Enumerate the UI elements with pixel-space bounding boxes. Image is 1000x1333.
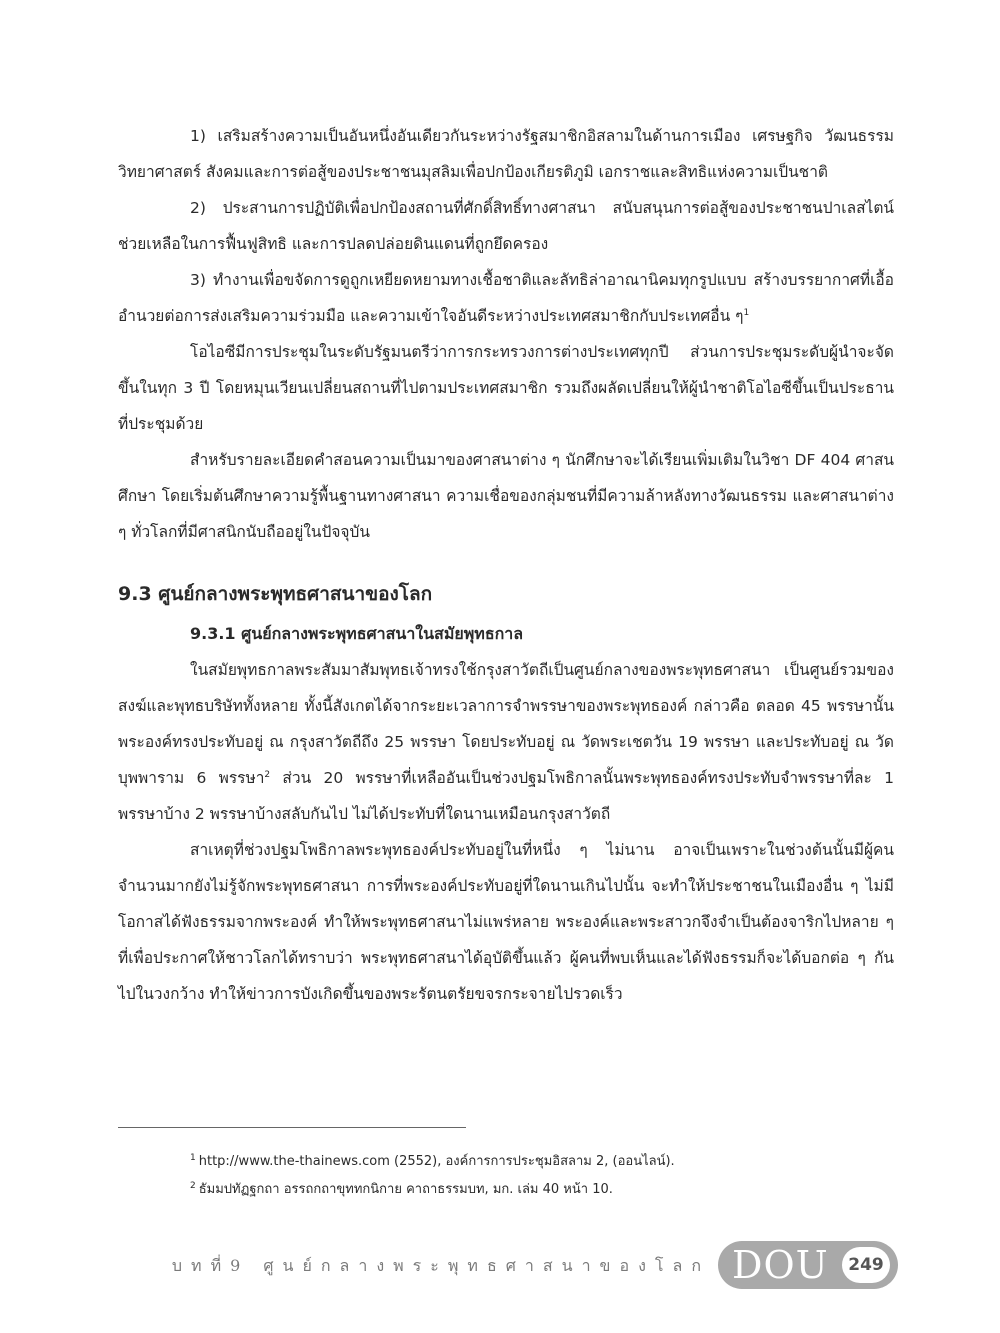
paragraph-savatthi-center: ในสมัยพุทธกาลพระสัมมาสัมพุทธเจ้าทรงใช้กรุงสาวัตถีเป็นศูนย์กลางของพระพุทธศาสนา เป็นศูนย์รวมของสงฆ์และพุทธบริษัททั้งหลาย ทั้งนี้สังเกตได้จากระยะเวลาการจำพรรษาของพระพุทธองค์ กล่าวคือ ตลอด 45 พรรษานั้นพระองค์ทรงประทับอยู่ ณ กรุงสาวัตถีถึง 25 พรรษา โดยประทับอยู่ ณ วัดพระเชตวัน 19 พรรษา และประทับอยู่ ณ วัดบุพพาราม 6 พรรษา$^2$ ส่วน 20 พรรษาที่เหลืออันเป็นช่วงปฐมโพธิกาลนั้นพระพุทธองค์ทรงประทับจำพรรษาที่ละ 1 พรรษาบ้าง 2 พรรษาบ้างสลับกันไป ไม่ได้ประทับที่ใดนานเหมือนกรุงสาวัตถี <box>118 661 895 823</box>
footnote-ref-2[interactable]: 2 <box>264 769 271 780</box>
section-spacer <box>118 550 894 568</box>
paragraph-religions-study: สำหรับรายละเอียดคำสอนความเป็นมาของศาสนาต่าง ๆ นักศึกษาจะได้เรียนเพิ่มเติมในวิชา DF 404 ศาสนศึกษา โดยเริ่มต้นศึกษาความรู้พื้นฐานทางศาสนา ความเชื่อของกลุ่มชนที่มีความล้าหลังทางวัฒนธรรม และศาสนาต่าง ๆ ทั่วโลกที่มีศาสนิกนับถืออยู่ในปัจจุบัน <box>118 451 894 541</box>
page-number: 249 <box>842 1247 890 1283</box>
paragraph-objective-1: 1) เสริมสร้างความเป็นอันหนึ่งอันเดียวกันระหว่างรัฐสมาชิกอิสลามในด้านการเมือง เศรษฐกิจ วัฒนธรรม วิทยาศาสตร์ สังคมและการต่อสู้ของประชาชนมุสลิมเพื่อปกป้องเกียรติภูมิ เอกราชและสิทธิแห่งความเป็นชาติ <box>118 127 894 181</box>
section-heading: 9.3 ศูนย์กลางพระพุทธศาสนาของโลก <box>118 583 433 605</box>
page-footer <box>0 1241 1000 1291</box>
footnotes <box>190 1148 890 1204</box>
dou-logo: DOU <box>732 1243 829 1287</box>
subsection-heading: 9.3.1 ศูนย์กลางพระพุทธศาสนาในสมัยพุทธกาล <box>190 624 524 643</box>
footnote-number: 2 <box>190 1180 196 1191</box>
footnote-number: 1 <box>190 1152 196 1163</box>
paragraph-objective-3: 3) ทำงานเพื่อขจัดการดูถูกเหยียดหยามทางเชื้อชาติและลัทธิล่าอาณานิคมทุกรูปแบบ สร้างบรรยากาศที่เอื้ออำนวยต่อการส่งเสริมความร่วมมือ และความเข้าใจอันดีระหว่างประเทศสมาชิกกับประเทศอื่น ๆ$^1$ <box>118 271 894 325</box>
paragraph-oic-meetings: โอไอซีมีการประชุมในระดับรัฐมนตรีว่าการกระทรวงการต่างประเทศทุกปี ส่วนการประชุมระดับผู้นำจะจัดขึ้นในทุก 3 ปี โดยหมุนเวียนเปลี่ยนสถานที่ไปตามประเทศสมาชิก รวมถึงผลัดเปลี่ยนให้ผู้นำชาติโอไอซีขึ้นเป็นประธานที่ประชุมด้วย <box>118 343 894 433</box>
footnote-item: $^2$ ธัมมปทัฏฐกถา อรรถกถาขุททกนิกาย คาถาธรรมบท, มก. เล่ม 40 หน้า 10. <box>190 1180 613 1197</box>
footnote-ref-1[interactable]: 1 <box>743 307 750 318</box>
paragraph-early-period-reason: สาเหตุที่ช่วงปฐมโพธิกาลพระพุทธองค์ประทับอยู่ในที่หนึ่ง ๆ ไม่นาน อาจเป็นเพราะในช่วงต้นนั้นมีผู้คนจำนวนมากยังไม่รู้จักพระพุทธศาสนา การที่พระองค์ประทับอยู่ที่ใดนานเกินไปนั้น จะทำให้ประชาชนในเมืองอื่น ๆ ไม่มีโอกาสได้ฟังธรรมจากพระองค์ ทำให้พระพุทธศาสนาไม่แพร่หลาย พระองค์และพระสาวกจึงจำเป็นต้องจาริกไปหลาย ๆ ที่เพื่อประกาศให้ชาวโลกได้ทราบว่า พระพุทธศาสนาได้อุบัติขึ้นแล้ว ผู้คนที่พบเห็นและได้ฟังธรรมก็จะได้บอกต่อ ๆ กันไปในวงกว้าง ทำให้ข่าวการบังเกิดขึ้นของพระรัตนตรัยขจรกระจายไปรวดเร็ว <box>118 841 894 1003</box>
footnote-item: $^1$ http://www.the-thainews.com (2552), องค์การการประชุมอิสลาม 2, (ออนไลน์). <box>190 1152 675 1169</box>
footer-chapter-title: บทที่9 ศูนย์กลางพระพุทธศาสนาของโลก <box>171 1256 710 1275</box>
paragraph-objective-2: 2) ประสานการปฏิบัติเพื่อปกป้องสถานที่ศักดิ์สิทธิ์ทางศาสนา สนับสนุนการต่อสู้ของประชาชนปาเลสไตน์ ช่วยเหลือในการฟื้นฟูสิทธิ และการปลดปล่อยดินแดนที่ถูกยึดครอง <box>118 199 894 253</box>
page-body <box>118 118 894 1012</box>
footnote-divider <box>118 1127 466 1128</box>
footer-badge <box>718 1241 898 1289</box>
